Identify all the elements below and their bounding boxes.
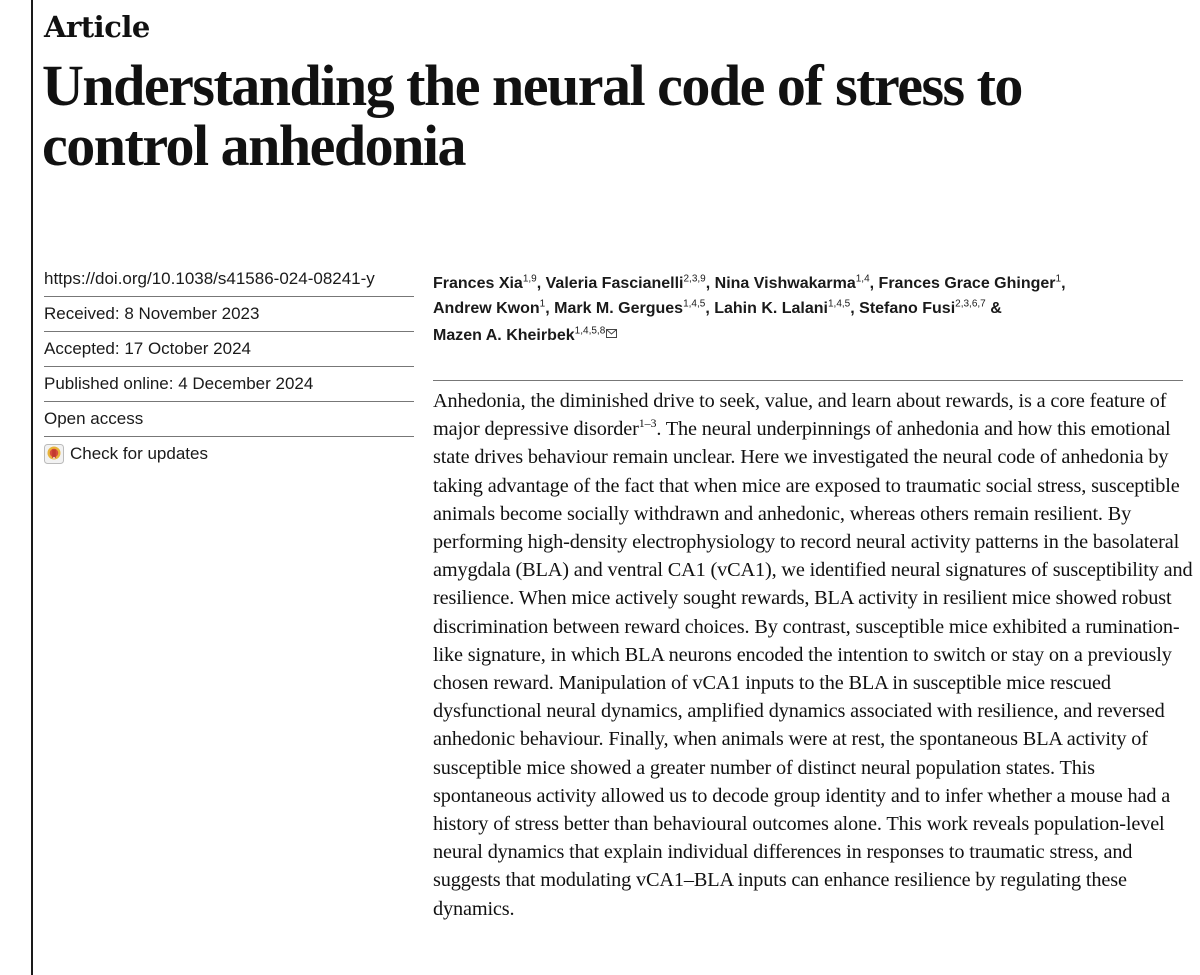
received-date: Received: 8 November 2023: [44, 296, 414, 331]
author-name[interactable]: Andrew Kwon$^1$: [433, 298, 546, 317]
author-list: Frances Xia$^{1,9}$, Valeria Fascianelli$^{2,3,9}$, Nina Vishwakarma$^{1,4}$, Frances Grace Ghinger$^1$, Andrew Kwon$^1$, Mark M. Gergues$^{1,4,5}$, Lahin K. Lalani$^{1,4,5}$, Stefano Fusi$^{2,3,6,7}$ & Mazen A. Kheirbek$^{1,4,5,8}$: [433, 273, 1066, 344]
crossmark-icon: [44, 444, 64, 464]
author-name[interactable]: Frances Xia$^{1,9}$: [433, 273, 537, 292]
reference-citation[interactable]: 1–3: [638, 416, 657, 431]
author-name[interactable]: Lahin K. Lalani$^{1,4,5}$: [714, 298, 851, 317]
author-name[interactable]: Stefano Fusi$^{2,3,6,7}$: [859, 298, 986, 317]
author-name[interactable]: Mazen A. Kheirbek$^{1,4,5,8}$: [433, 325, 606, 344]
doi-link[interactable]: https://doi.org/10.1038/s41586-024-08241-y: [44, 269, 375, 288]
left-margin-rule: [31, 0, 33, 975]
author-name[interactable]: Nina Vishwakarma$^{1,4}$: [714, 273, 870, 292]
article-title: Understanding the neural code of stress to control anhedonia: [42, 53, 1022, 178]
author-name[interactable]: Frances Grace Ghinger$^1$: [878, 273, 1062, 292]
published-date: Published online: 4 December 2024: [44, 366, 414, 401]
article-metadata: [44, 262, 414, 471]
check-for-updates-button[interactable]: [44, 436, 414, 471]
email-icon[interactable]: [606, 321, 617, 330]
open-access-label: Open access: [44, 401, 414, 436]
article-type-label: Article: [44, 10, 150, 44]
abstract-text: Anhedonia, the diminished drive to seek, value, and learn about rewards, is a core feature of major depressive disorder$^{1-3}$. The neural underpinnings of anhedonia and how this emotional state drives behaviour remain unclear. Here we investigated the neural code of anhedonia by taking advantage of the fact that when mice are exposed to traumatic social stress, susceptible animals become socially withdrawn and anhedonic, whereas others remain resilient. By performing high-density electrophysiology to record neural activity patterns in the basolateral amygdala (BLA) and ventral CA1 (vCA1), we identified neural signatures of susceptibility and resilience. When mice actively sought rewards, BLA activity in resilient mice showed robust discrimination between reward choices. By contrast, susceptible mice exhibited a rumination-like signature, in which BLA neurons encoded the intention to switch or stay on a previously chosen reward. Manipulation of vCA1 inputs to the BLA in susceptible mice rescued dysfunctional neural dynamics, amplified dynamics associated with resilience, and reversed anhedonic behaviour. Finally, when animals were at rest, the spontaneous BLA activity of susceptible mice showed a greater number of distinct neural population states. This spontaneous activity allowed us to decode group identity and to infer whether a mouse had a history of stress better than behavioural outcomes alone. This work reveals population-level neural dynamics that explain individual differences in responses to traumatic stress, and suggests that modulating vCA1–BLA inputs can enhance resilience by regulating these dynamics.: [433, 390, 1193, 920]
accepted-date: Accepted: 17 October 2024: [44, 331, 414, 366]
check-for-updates-label: Check for updates: [70, 444, 208, 463]
abstract-divider: [433, 380, 1183, 381]
author-name[interactable]: Valeria Fascianelli$^{2,3,9}$: [545, 273, 706, 292]
author-name[interactable]: Mark M. Gergues$^{1,4,5}$: [554, 298, 706, 317]
